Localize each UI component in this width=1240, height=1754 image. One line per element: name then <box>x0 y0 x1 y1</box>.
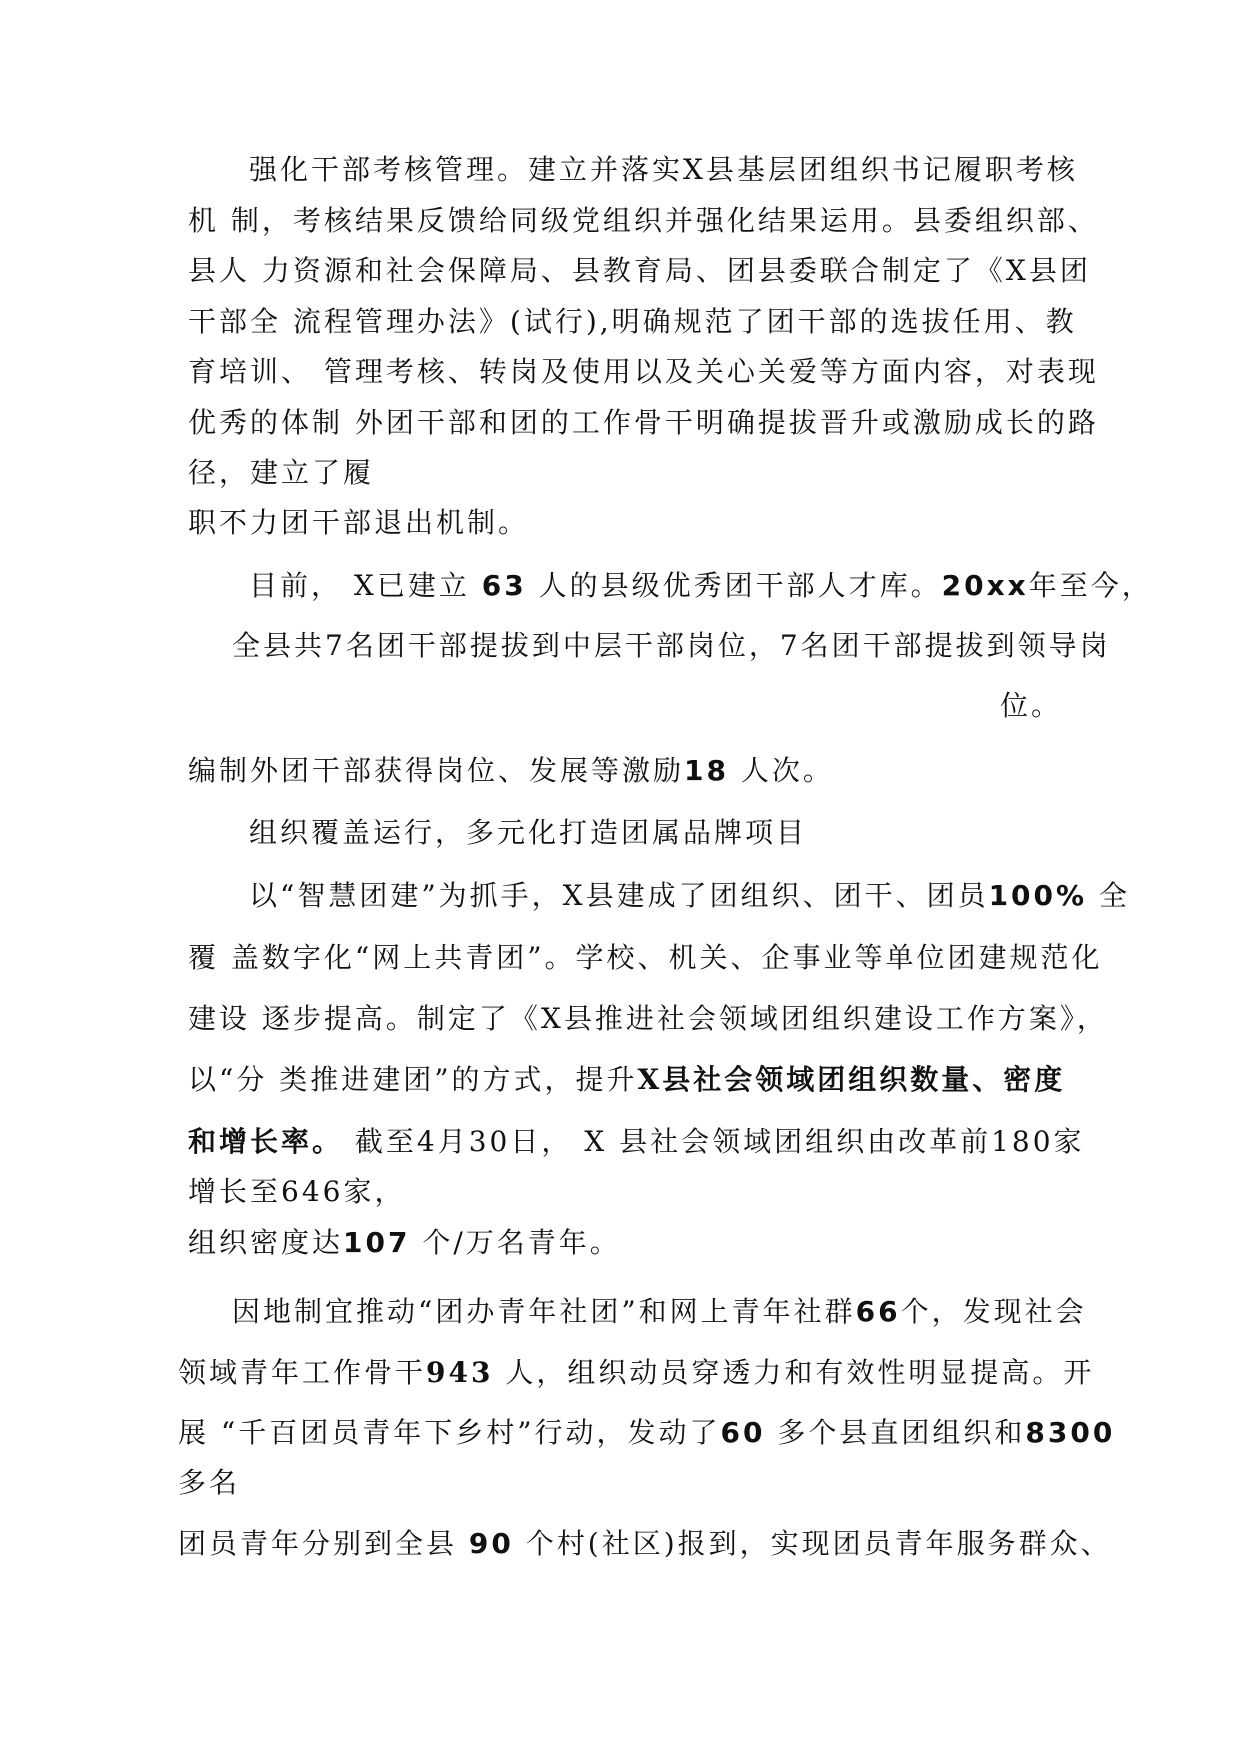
text-run: 全 <box>1087 879 1130 912</box>
paragraph-line <box>249 878 1130 914</box>
text-run: 编制外团干部获得岗位、发展等激励 <box>188 754 685 787</box>
text-run: 年至今， <box>1028 569 1153 602</box>
number-highlight: 18 <box>684 754 729 787</box>
paragraph-line: 位。 <box>1000 689 1063 722</box>
paragraph-line <box>178 1415 1115 1451</box>
text-run: 因地制宜推动“团办青年社团”和网上青年社群 <box>232 1295 856 1328</box>
text-run: 人的县级优秀团干部人才库。 <box>526 569 942 602</box>
paragraph-line <box>188 1062 1065 1098</box>
paragraph-line: 机 制，考核结果反馈给同级党组织并强化结果运用。县委组织部、 <box>188 204 1099 237</box>
number-highlight: 8300 <box>1025 1416 1116 1449</box>
text-run: 领域青年工作骨干 <box>178 1356 427 1389</box>
paragraph-line <box>178 1355 1094 1391</box>
text-run: 组织密度达 <box>188 1226 344 1259</box>
number-highlight: 63 <box>481 569 527 602</box>
text-run: 展 “千百团员青年下乡村”行动，发动了 <box>178 1416 721 1449</box>
paragraph-line <box>188 1124 1085 1160</box>
text-run: 个，发现社会 <box>900 1295 1087 1328</box>
text-run: 多个县直团组织和 <box>765 1416 1026 1449</box>
number-highlight: 90 <box>468 1527 514 1560</box>
paragraph-line: 育培训、 管理考核、转岗及使用以及关心关爱等方面内容，对表现 <box>188 355 1099 388</box>
paragraph-line: 强化干部考核管理。建立并落实X县基层团组织书记履职考核 <box>249 153 1078 186</box>
paragraph-line: 优秀的体制 外团干部和团的工作骨干明确提拔晋升或激励成长的路 <box>188 406 1099 439</box>
text-run: 人，组织动员穿透力和有效性明显提高。开 <box>493 1356 1095 1389</box>
paragraph-line: 径，建立了履 <box>188 456 375 489</box>
paragraph-line: 全县共7名团干部提拔到中层干部岗位，7名团干部提拔到领导岗 <box>232 629 1111 662</box>
year-highlight: 20xx <box>941 569 1029 602</box>
text-run: 人次。 <box>728 754 834 787</box>
number-highlight: 943 <box>426 1356 494 1389</box>
text-run: 以“智慧团建”为抓手，X县建成了团组织、团干、团员 <box>249 879 989 912</box>
paragraph-line: 干部全 流程管理办法》(试行),明确规范了团干部的选拔任用、教 <box>188 305 1077 338</box>
text-run: 截至4月30日， X 县社会领域团组织由改革前180家 <box>343 1125 1085 1158</box>
text-run: 团员青年分别到全县 <box>178 1527 469 1560</box>
number-highlight: 100% <box>988 879 1088 912</box>
paragraph-line: 建设 逐步提高。制定了《X县推进社会领域团组织建设工作方案》， <box>188 1002 1108 1035</box>
number-highlight: 60 <box>720 1416 766 1449</box>
paragraph-line <box>249 568 1153 604</box>
bold-phrase: 和增长率。 <box>188 1125 344 1158</box>
paragraph-line: 增长至646家， <box>188 1175 406 1208</box>
paragraph-line: 县人 力资源和社会保障局、县教育局、团县委联合制定了《X县团 <box>188 254 1091 287</box>
paragraph-line: 职不力团干部退出机制。 <box>188 506 530 539</box>
paragraph-line <box>188 1225 621 1261</box>
paragraph-line: 多名 <box>178 1466 241 1499</box>
text-run: 个村(社区)报到，实现团员青年服务群众、 <box>513 1527 1112 1560</box>
number-highlight: 66 <box>855 1295 901 1328</box>
section-heading: 组织覆盖运行，多元化打造团属品牌项目 <box>249 816 808 849</box>
number-highlight: 107 <box>343 1226 411 1259</box>
paragraph-line <box>232 1294 1087 1330</box>
paragraph-line: 覆 盖数字化“网上共青团”。学校、机关、企事业等单位团建规范化 <box>188 941 1103 974</box>
bold-phrase: X县社会领域团组织数量、密度 <box>637 1063 1066 1096</box>
paragraph-line <box>178 1526 1112 1562</box>
text-run: 目前， X已建立 <box>249 569 482 602</box>
paragraph-line <box>188 753 834 789</box>
text-run: 个/万名青年。 <box>410 1226 621 1259</box>
text-run: 以“分 类推进建团”的方式，提升 <box>188 1063 638 1096</box>
